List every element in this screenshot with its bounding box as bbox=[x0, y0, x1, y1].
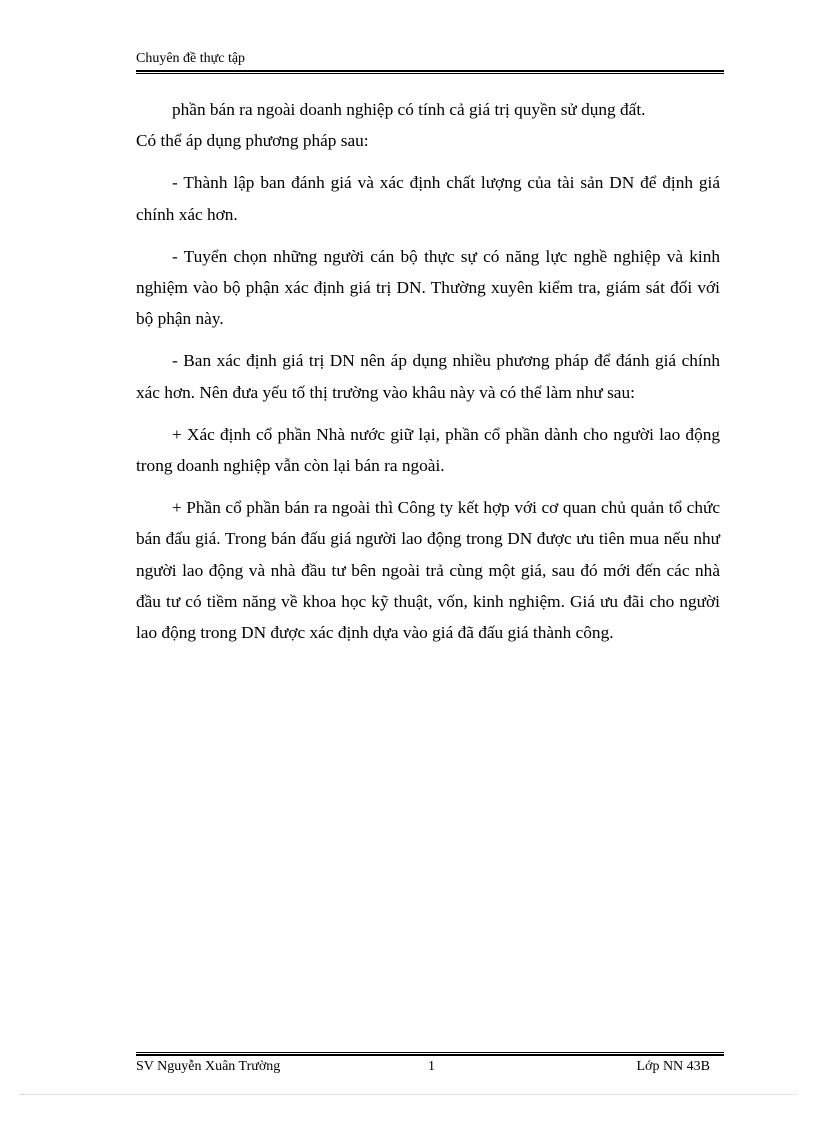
page-number: 1 bbox=[428, 1059, 435, 1074]
paragraph-5: - Ban xác định giá trị DN nên áp dụng nhiều phương pháp để đánh giá chính xác hơn. Nên đưa yếu tố thị trường vào khâu này và có thể làm như sau: bbox=[136, 351, 720, 402]
footer-class: Lớp NN 43B bbox=[636, 1059, 710, 1074]
paragraph-1: phần bán ra ngoài doanh nghiệp có tính cả giá trị quyền sử dụng đất. bbox=[172, 100, 646, 119]
footer-divider bbox=[136, 1052, 724, 1056]
paragraph-7: + Phần cổ phần bán ra ngoài thì Công ty kết hợp với cơ quan chủ quản tổ chức bán đấu giá. Trong bán đấu giá người lao động trong DN được ưu tiên mua nếu như người lao động và nhà đầu tư bên ngoài trả cùng một giá, sau đó mới đến các nhà đầu tư có tiềm năng về khoa học kỹ thuật, vốn, kinh nghiệm. Giá ưu đãi cho người lao động trong DN được xác định dựa vào giá đã đấu giá thành công. bbox=[136, 498, 720, 643]
paragraph-6: + Xác định cổ phần Nhà nước giữ lại, phần cổ phần dành cho người lao động trong doanh nghiệp vẫn còn lại bán ra ngoài. bbox=[136, 424, 720, 476]
header-divider bbox=[136, 70, 724, 74]
body-text bbox=[136, 94, 720, 659]
page-bottom-edge bbox=[20, 1094, 796, 1095]
paragraph-3: - Thành lập ban đánh giá và xác định chất lượng của tài sản DN để định giá chính xác hơn. bbox=[136, 173, 720, 224]
paragraph-2: Có thể áp dụng phương pháp sau: bbox=[136, 131, 369, 151]
header-title: Chuyên đề thực tập bbox=[136, 51, 246, 66]
paragraph-4: - Tuyển chọn những người cán bộ thực sự có năng lực nghề nghiệp và kinh nghiệm vào bộ phận xác định giá trị DN. Thường xuyên kiểm tra, giám sát đối với bộ phận này. bbox=[136, 246, 720, 329]
footer-author: SV Nguyễn Xuân Trường bbox=[136, 1059, 281, 1074]
